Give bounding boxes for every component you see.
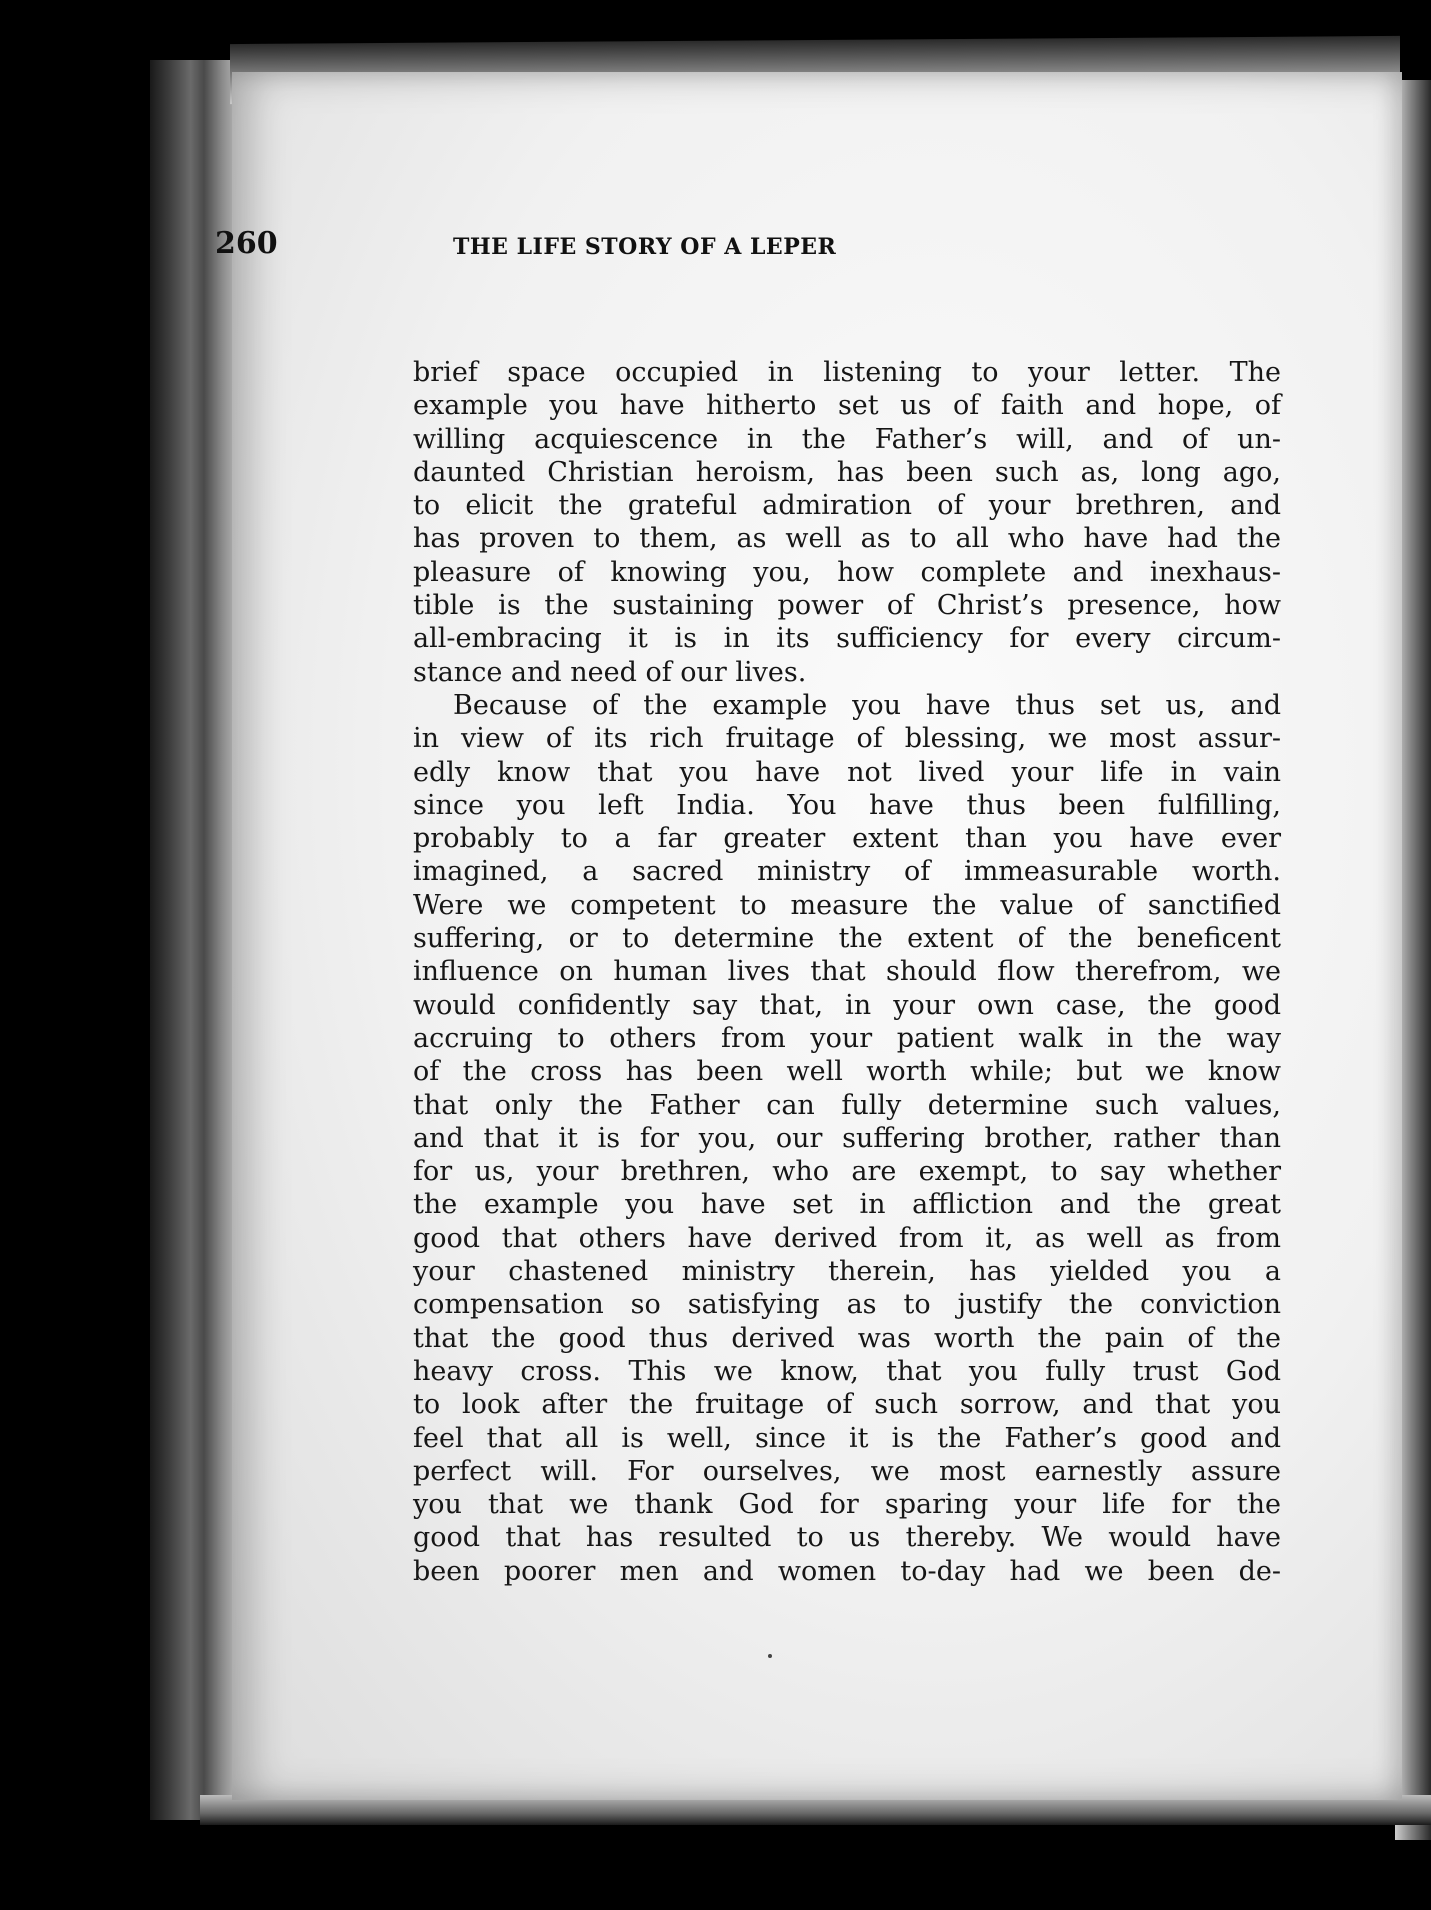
- text-line: heavy cross. This we know, that you fully trust God: [413, 1355, 1281, 1387]
- text-line: daunted Christian heroism, has been such as, long ago,: [413, 456, 1281, 488]
- text-line: suffering, or to determine the extent of the beneficent: [413, 923, 1281, 955]
- text-line: accruing to others from your patient walk in the way: [413, 1022, 1281, 1054]
- text-line: all-embracing it is in its sufficiency for every circum-: [413, 623, 1281, 655]
- page-mark: [768, 1654, 772, 1658]
- text-line: compensation so satisfying as to justify the conviction: [413, 1289, 1281, 1321]
- text-line: stance and need of our lives.: [413, 656, 807, 688]
- text-line: you that we thank God for sparing your life for the: [413, 1489, 1281, 1521]
- text-line: to look after the fruitage of such sorrow, and that you: [413, 1389, 1281, 1421]
- page-number: 260: [215, 226, 278, 261]
- text-line: feel that all is well, since it is the Father’s good and: [413, 1422, 1281, 1454]
- running-head: [215, 226, 1075, 276]
- text-line: brief space occupied in listening to your letter. The: [413, 357, 1281, 388]
- text-line: would confidently say that, in your own case, the good: [413, 989, 1281, 1021]
- text-line: since you left India. You have thus been fulfilling,: [413, 789, 1281, 821]
- text-line: example you have hitherto set us of faith and hope, of: [413, 390, 1281, 422]
- text-line: Were we competent to measure the value of sanctified: [413, 889, 1281, 921]
- text-line: for us, your brethren, who are exempt, to say whether: [413, 1156, 1281, 1188]
- text-line: in view of its rich fruitage of blessing, we most assur-: [413, 723, 1281, 755]
- text-line: imagined, a sacred ministry of immeasurable worth.: [413, 856, 1281, 888]
- text-line: edly know that you have not lived your life in vain: [413, 756, 1281, 788]
- text-line: that only the Father can fully determine such values,: [413, 1089, 1281, 1121]
- text-line: that the good thus derived was worth the pain of the: [413, 1322, 1281, 1354]
- text-line: perfect will. For ourselves, we most earnestly assure: [413, 1455, 1281, 1487]
- text-line: probably to a far greater extent than you have ever: [413, 823, 1281, 855]
- book-spine-edges: [150, 60, 240, 1820]
- text-line: tible is the sustaining power of Christ’s presence, how: [413, 590, 1281, 622]
- text-line: willing acquiescence in the Father’s will, and of un-: [413, 423, 1281, 455]
- text-line: and that it is for you, our suffering brother, rather than: [413, 1122, 1281, 1154]
- running-title: THE LIFE STORY OF A LEPER: [453, 234, 837, 260]
- text-line: pleasure of knowing you, how complete and inexhaus-: [413, 556, 1281, 588]
- text-line: to elicit the grateful admiration of your brethren, and: [413, 490, 1281, 522]
- text-line: of the cross has been well worth while; but we know: [413, 1056, 1281, 1088]
- text-line: your chastened ministry therein, has yielded you a: [413, 1256, 1281, 1288]
- text-line: the example you have set in affliction and the great: [413, 1189, 1281, 1221]
- text-line: good that has resulted to us thereby. We would have: [413, 1522, 1281, 1554]
- text-line: Because of the example you have thus set us, and: [453, 689, 1281, 721]
- text-line: been poorer men and women to-day had we been de-: [413, 1555, 1281, 1587]
- text-line: good that others have derived from it, as well as from: [413, 1222, 1281, 1254]
- body-text: [413, 356, 1281, 1588]
- text-line: influence on human lives that should flow therefrom, we: [413, 956, 1281, 988]
- text-line: has proven to them, as well as to all who have had the: [413, 523, 1281, 555]
